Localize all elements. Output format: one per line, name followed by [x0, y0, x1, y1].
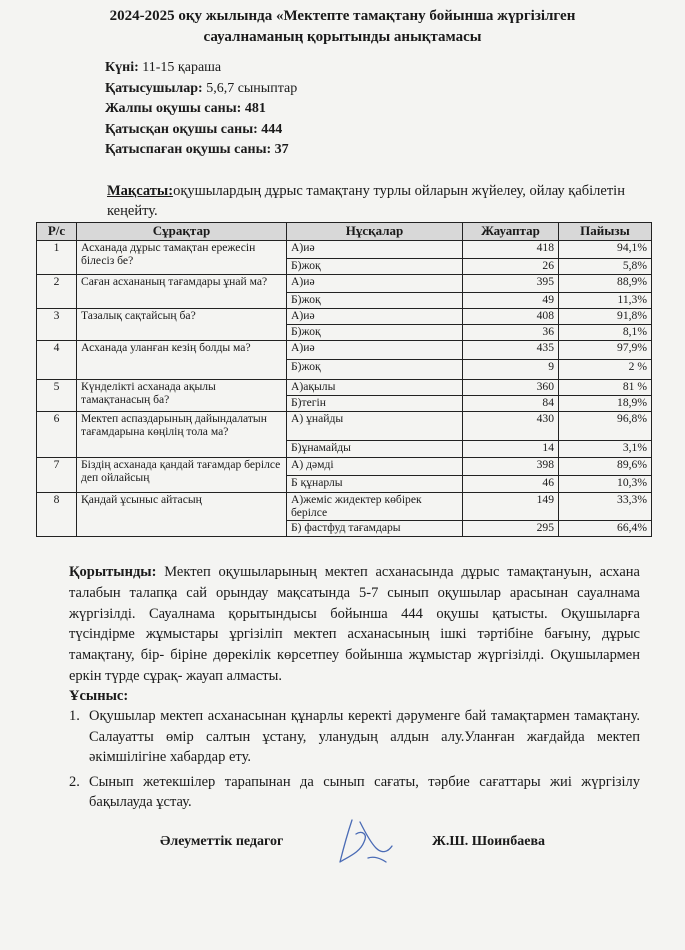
option-cell: А)иә	[287, 309, 463, 325]
percent-cell: 10,3%	[559, 476, 652, 493]
option-cell: Б)жоқ	[287, 293, 463, 309]
option-cell: А)иә	[287, 241, 463, 259]
percent-cell: 94,1%	[559, 241, 652, 259]
table-header-row	[37, 223, 652, 241]
percent-cell: 11,3%	[559, 293, 652, 309]
signature-role: Әлеуметтік педагог	[160, 834, 284, 849]
answer-count-cell: 149	[463, 493, 559, 521]
header-question: Сұрақтар	[77, 223, 287, 241]
answer-count-cell: 9	[463, 360, 559, 380]
answer-count-cell: 408	[463, 309, 559, 325]
survey-table-body	[37, 241, 652, 537]
answer-count-cell: 49	[463, 293, 559, 309]
option-cell: А)иә	[287, 341, 463, 360]
table-row	[37, 458, 652, 476]
info-absent: Қатыспаған оқушы саны: 37	[105, 142, 289, 157]
question-cell: Күнделікті асханада ақылы тамақтанасың ба?	[77, 380, 287, 412]
option-cell: Б) фастфуд тағамдары	[287, 521, 463, 537]
info-participants: Қатысушылар: 5,6,7 сыныптар	[105, 80, 298, 96]
row-number: 7	[37, 458, 77, 493]
percent-cell: 91,8%	[559, 309, 652, 325]
goal-paragraph	[107, 181, 627, 221]
answer-count-cell: 418	[463, 241, 559, 259]
row-number: 6	[37, 412, 77, 458]
row-number: 1	[37, 241, 77, 275]
percent-cell: 97,9%	[559, 341, 652, 360]
goal-text: оқушылардың дұрыс тамақтану турлы ойларын жүйелеу, ойлау қабілетін кеңейту.	[107, 183, 625, 219]
answer-count-cell: 360	[463, 380, 559, 396]
list-item: 1. Оқушылар мектеп асханасынан құнарлы керекті дәруменге бай тамақтармен тамақтану. Салауатты өмір салтын ұстану, уланудың алдын алу.Уланған жағдайда мектеп әкімшілігіне хабардар ету.	[69, 708, 640, 766]
table-row	[37, 275, 652, 293]
title-line-2: сауалнаманың қорытынды анықтамасы	[203, 29, 482, 45]
answer-count-cell: 395	[463, 275, 559, 293]
percent-cell: 89,6%	[559, 458, 652, 476]
percent-cell: 5,8%	[559, 259, 652, 275]
conclusion-paragraph	[69, 562, 640, 687]
percent-cell: 33,3%	[559, 493, 652, 521]
percent-cell: 81 %	[559, 380, 652, 396]
table-row	[37, 380, 652, 396]
percent-cell: 96,8%	[559, 412, 652, 441]
header-options: Нұсқалар	[287, 223, 463, 241]
header-answers: Жауаптар	[463, 223, 559, 241]
option-cell: А)ақылы	[287, 380, 463, 396]
answer-count-cell: 14	[463, 441, 559, 458]
percent-cell: 66,4%	[559, 521, 652, 537]
goal-label: Мақсаты:	[107, 183, 174, 199]
document-title	[60, 6, 625, 48]
row-number: 8	[37, 493, 77, 537]
conclusion-label: Қорытынды:	[69, 564, 157, 580]
option-cell: Б)ұнамайды	[287, 441, 463, 458]
handwritten-signature	[330, 812, 400, 874]
row-number: 3	[37, 309, 77, 341]
recommendations-heading: Ұсыныс:	[69, 688, 129, 704]
signature-name: Ж.Ш. Шоинбаева	[432, 834, 545, 849]
percent-cell: 18,9%	[559, 396, 652, 412]
answer-count-cell: 295	[463, 521, 559, 537]
option-cell: А) дәмді	[287, 458, 463, 476]
question-cell: Саған асхананың тағамдары ұнай ма?	[77, 275, 287, 309]
answer-count-cell: 435	[463, 341, 559, 360]
percent-cell: 88,9%	[559, 275, 652, 293]
answer-count-cell: 26	[463, 259, 559, 275]
question-cell: Мектеп аспаздарының дайындалатын тағамдарына көңілің тола ма?	[77, 412, 287, 458]
answer-count-cell: 46	[463, 476, 559, 493]
title-line-1: 2024-2025 оқу жылында «Мектепте тамақтану бойынша жүргізілген	[109, 8, 576, 24]
option-cell: А) ұнайды	[287, 412, 463, 441]
question-cell: Асханада дұрыс тамақтан ережесін білесіз бе?	[77, 241, 287, 275]
answer-count-cell: 398	[463, 458, 559, 476]
row-number: 4	[37, 341, 77, 380]
info-date: Күні: 11-15 қараша	[105, 60, 222, 75]
answer-count-cell: 84	[463, 396, 559, 412]
row-number: 2	[37, 275, 77, 309]
table-row	[37, 412, 652, 441]
row-number: 5	[37, 380, 77, 412]
info-attended: Қатысқан оқушы саны: 444	[105, 121, 283, 137]
percent-cell: 8,1%	[559, 325, 652, 341]
question-cell: Қандай ұсыныс айтасың	[77, 493, 287, 537]
recommendations-list	[69, 706, 640, 817]
option-cell: А)жеміс жидектер көбірек берілсе	[287, 493, 463, 521]
table-row	[37, 241, 652, 259]
info-total: Жалпы оқушы саны: 481	[105, 101, 266, 116]
survey-info	[105, 58, 297, 161]
option-cell: Б құнарлы	[287, 476, 463, 493]
question-cell: Асханада уланған кезің болды ма?	[77, 341, 287, 380]
option-cell: А)иә	[287, 275, 463, 293]
option-cell: Б)жоқ	[287, 325, 463, 341]
header-percent: Пайызы	[559, 223, 652, 241]
answer-count-cell: 430	[463, 412, 559, 441]
option-cell: Б)жоқ	[287, 360, 463, 380]
table-row	[37, 493, 652, 521]
survey-table	[36, 222, 652, 537]
question-cell: Тазалық сақтайсың ба?	[77, 309, 287, 341]
option-cell: Б)жоқ	[287, 259, 463, 275]
answer-count-cell: 36	[463, 325, 559, 341]
table-row	[37, 309, 652, 325]
table-row	[37, 341, 652, 360]
percent-cell: 2 %	[559, 360, 652, 380]
list-item: 2. Сынып жетекшілер тарапынан да сынып сағаты, тәрбие сағаттары жиі жүргізілу бақылауда ұстау.	[69, 773, 640, 811]
percent-cell: 3,1%	[559, 441, 652, 458]
question-cell: Біздің асханада қандай тағамдар берілсе деп ойлайсың	[77, 458, 287, 493]
header-num: Р/с	[37, 223, 77, 241]
option-cell: Б)тегін	[287, 396, 463, 412]
conclusion-text: Мектеп оқушыларының мектеп асханасында дұрыс тамақтануын, асхана талабын талапқа сай орындау мақсатында 5-7 сынып оқушылар арасынан сауалнама жүргізілді. Сауалнама қорытындысы бойынша 444 оқушы қатысты. Оқушыларға түсіндірме жұмыстары ұргізіліп мектеп асханасының ішкі тәртібіне бағыну, дұрыс тамақтану, бір- біріне дөрекілік көрсетпеу бойынша жұмыстар жүргізілді. Оқушылармен еркін түрде сұрақ- жауап алмасты.	[69, 564, 640, 684]
